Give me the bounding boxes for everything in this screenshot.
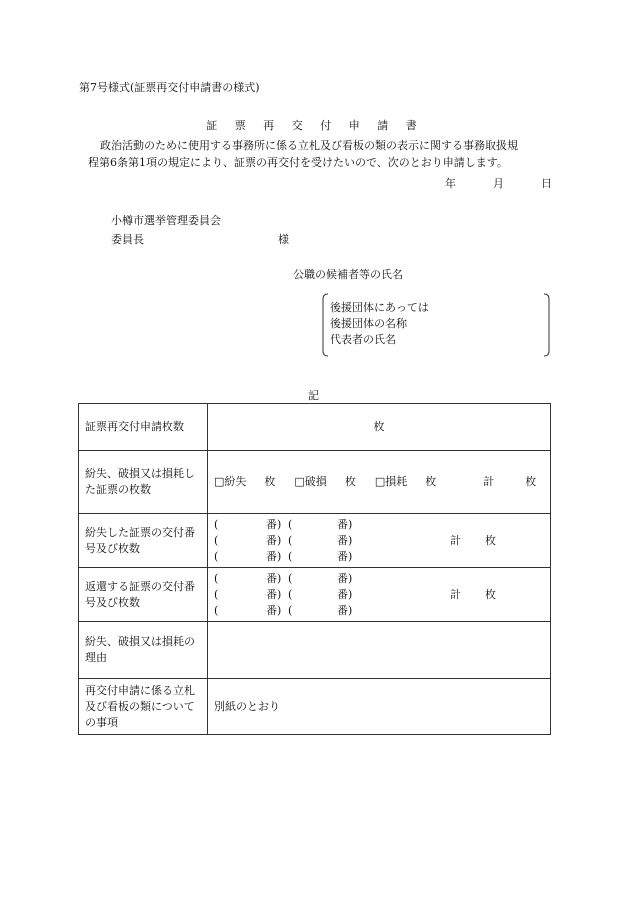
table-row	[79, 514, 551, 568]
ban-close: 番)	[337, 603, 353, 617]
returned-number-lines	[214, 571, 550, 619]
returned-total	[450, 587, 496, 603]
date-month: 月	[493, 177, 504, 190]
paren-open: (	[214, 571, 219, 585]
document-title: 証 票 再 交 付 申 請 書	[206, 119, 424, 132]
ban-close: 番)	[266, 587, 282, 601]
ban-close: 番)	[337, 517, 353, 531]
chair-title: 委員長	[111, 233, 144, 246]
loss-items	[214, 474, 550, 490]
table-row	[79, 404, 551, 451]
paren-open: (	[214, 603, 219, 617]
loss-total-unit: 枚	[525, 475, 537, 489]
paren-open: (	[214, 533, 219, 547]
count-value-cell[interactable]	[208, 404, 551, 451]
paren-open: (	[288, 587, 293, 601]
loss-checkbox-damaged[interactable]: □破損	[294, 475, 327, 489]
ban-close: 番)	[266, 603, 282, 617]
paren-open: (	[214, 587, 219, 601]
total-unit: 枚	[485, 587, 496, 601]
returned-numbers-cell[interactable]	[208, 568, 551, 622]
paren-open: (	[288, 571, 293, 585]
intro-line-1: 政治活動のために使用する事務所に係る立札及び看板の類の表示に関する事務取扱規	[100, 139, 518, 152]
total-unit: 枚	[485, 533, 496, 547]
total-label: 計	[450, 587, 461, 601]
reason-label: 紛失、破損又は損耗の理由	[79, 622, 208, 679]
loss-unit-3: 枚	[425, 475, 437, 489]
bracket-box	[322, 293, 550, 357]
total-label: 計	[450, 533, 461, 547]
ban-close: 番)	[266, 549, 282, 563]
loss-total-label: 計	[483, 475, 495, 489]
reason-cell[interactable]	[208, 622, 551, 679]
matters-value[interactable]: 別紙のとおり	[208, 679, 551, 735]
ban-close: 番)	[337, 571, 353, 585]
record-table	[78, 403, 551, 735]
form-number: 第7号様式(証票再交付申請書の様式)	[79, 81, 260, 94]
ban-close: 番)	[337, 587, 353, 601]
committee-name: 小樽市選挙管理委員会	[111, 214, 221, 227]
lost-numbers-label: 紛失した証票の交付番号及び枚数	[79, 514, 208, 568]
paren-open: (	[288, 549, 293, 563]
lost-total	[450, 533, 496, 549]
bracket-line-1: 後援団体にあっては	[330, 301, 429, 314]
lost-number-lines	[214, 517, 550, 565]
paren-open: (	[288, 533, 293, 547]
count-unit: 枚	[373, 420, 385, 434]
loss-label: 紛失、破損又は損耗した証票の枚数	[79, 451, 208, 514]
record-heading: 記	[308, 389, 319, 402]
bracket-text	[330, 300, 429, 348]
intro-line-2: 程第6条第1項の規定により、証票の再交付を受けたいので、次のとおり申請します。	[88, 156, 508, 169]
paren-open: (	[288, 603, 293, 617]
lost-numbers-cell[interactable]	[208, 514, 551, 568]
table-row	[79, 568, 551, 622]
date-day: 日	[541, 177, 552, 190]
returned-numbers-label: 返還する証票の交付番号及び枚数	[79, 568, 208, 622]
ban-close: 番)	[337, 533, 353, 547]
loss-unit-2: 枚	[344, 475, 356, 489]
loss-value-cell[interactable]	[208, 451, 551, 514]
paren-open: (	[288, 517, 293, 531]
date-line	[445, 176, 552, 192]
loss-checkbox-lost[interactable]: □紛失	[214, 475, 247, 489]
paren-open: (	[214, 517, 219, 531]
ban-close: 番)	[266, 533, 282, 547]
intro-text	[88, 137, 568, 171]
loss-checkbox-worn[interactable]: □損耗	[374, 475, 408, 489]
ban-close: 番)	[266, 517, 282, 531]
paren-open: (	[214, 549, 219, 563]
ban-close: 番)	[337, 549, 353, 563]
ban-close: 番)	[266, 571, 282, 585]
matters-label: 再交付申請に係る立札及び看板の類についての事項	[79, 679, 208, 735]
date-year: 年	[445, 177, 456, 190]
table-row	[79, 622, 551, 679]
table-row	[79, 451, 551, 514]
table-row	[79, 679, 551, 735]
honorific: 様	[278, 233, 289, 246]
count-label: 証票再交付申請枚数	[79, 404, 208, 451]
bracket-line-3: 代表者の氏名	[330, 333, 396, 346]
applicant-label: 公職の候補者等の氏名	[293, 268, 403, 281]
bracket-line-2: 後援団体の名称	[330, 317, 407, 330]
loss-unit-1: 枚	[264, 475, 276, 489]
